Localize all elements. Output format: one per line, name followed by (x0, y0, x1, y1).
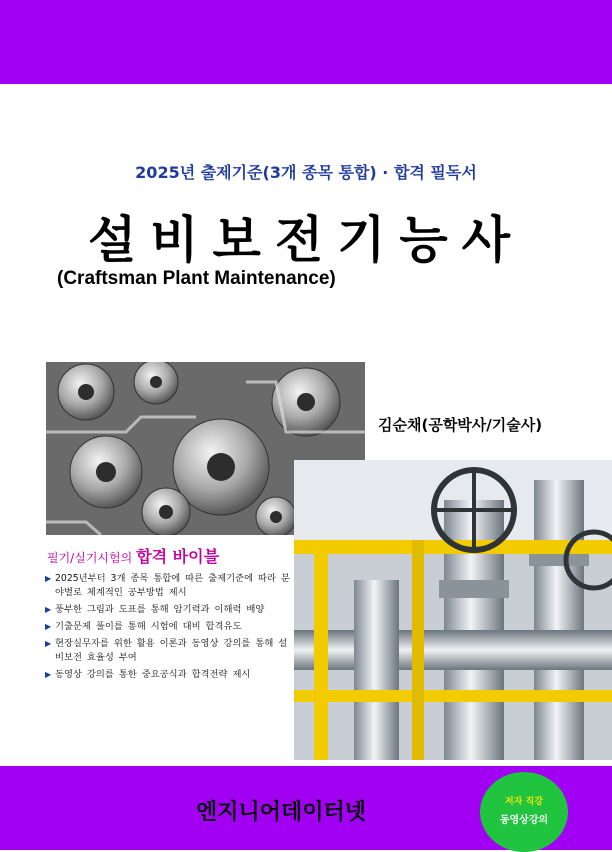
book-title: 설비보전기능사 (87, 211, 525, 269)
pipes-image (294, 460, 612, 760)
top-color-band (0, 0, 612, 84)
feature-text: 기출문제 풀이를 통해 시험에 대비 합격유도 (55, 621, 242, 632)
author-name: 김순채(공학박사/기술사) (378, 416, 543, 434)
cover-subtitle: 2025년 출제기준(3개 종목 통합) · 합격 필독서 (135, 163, 477, 182)
feature-text: 동영상 강의를 통한 중요공식과 합격전략 제시 (55, 669, 251, 680)
triangle-bullet-icon: ▶ (45, 622, 52, 631)
lecture-badge (480, 772, 568, 852)
feature-item (45, 668, 290, 682)
bible-heading (47, 544, 219, 567)
badge-line-1: 저자 직강 (505, 797, 543, 807)
feature-text: 현장실무자를 위한 활용 이론과 동영상 강의를 통해 설비보전 효율성 부여 (55, 638, 288, 663)
feature-text: 풍부한 그림과 도표를 통해 암기력과 이해력 배양 (55, 604, 265, 615)
bible-heading-prefix: 필기/실기시험의 (47, 551, 133, 565)
bible-heading-main: 합격 바이블 (136, 547, 220, 566)
feature-item (45, 572, 290, 600)
feature-item (45, 620, 290, 634)
feature-text: 2025년부터 3개 종목 통합에 따른 출제기준에 따라 분야별로 체계적인 공부방법 제시 (55, 573, 290, 598)
triangle-bullet-icon: ▶ (45, 605, 52, 614)
feature-item (45, 603, 290, 617)
industrial-pipes-illustration (294, 460, 612, 760)
publisher-name: 엔지니어데이터넷 (196, 800, 367, 825)
english-title: (Craftsman Plant Maintenance) (57, 268, 336, 289)
triangle-bullet-icon: ▶ (45, 574, 52, 583)
feature-item (45, 637, 290, 665)
triangle-bullet-icon: ▶ (45, 670, 52, 679)
triangle-bullet-icon: ▶ (45, 639, 52, 648)
feature-list (45, 572, 290, 685)
badge-line-2: 동영상강의 (499, 815, 549, 826)
